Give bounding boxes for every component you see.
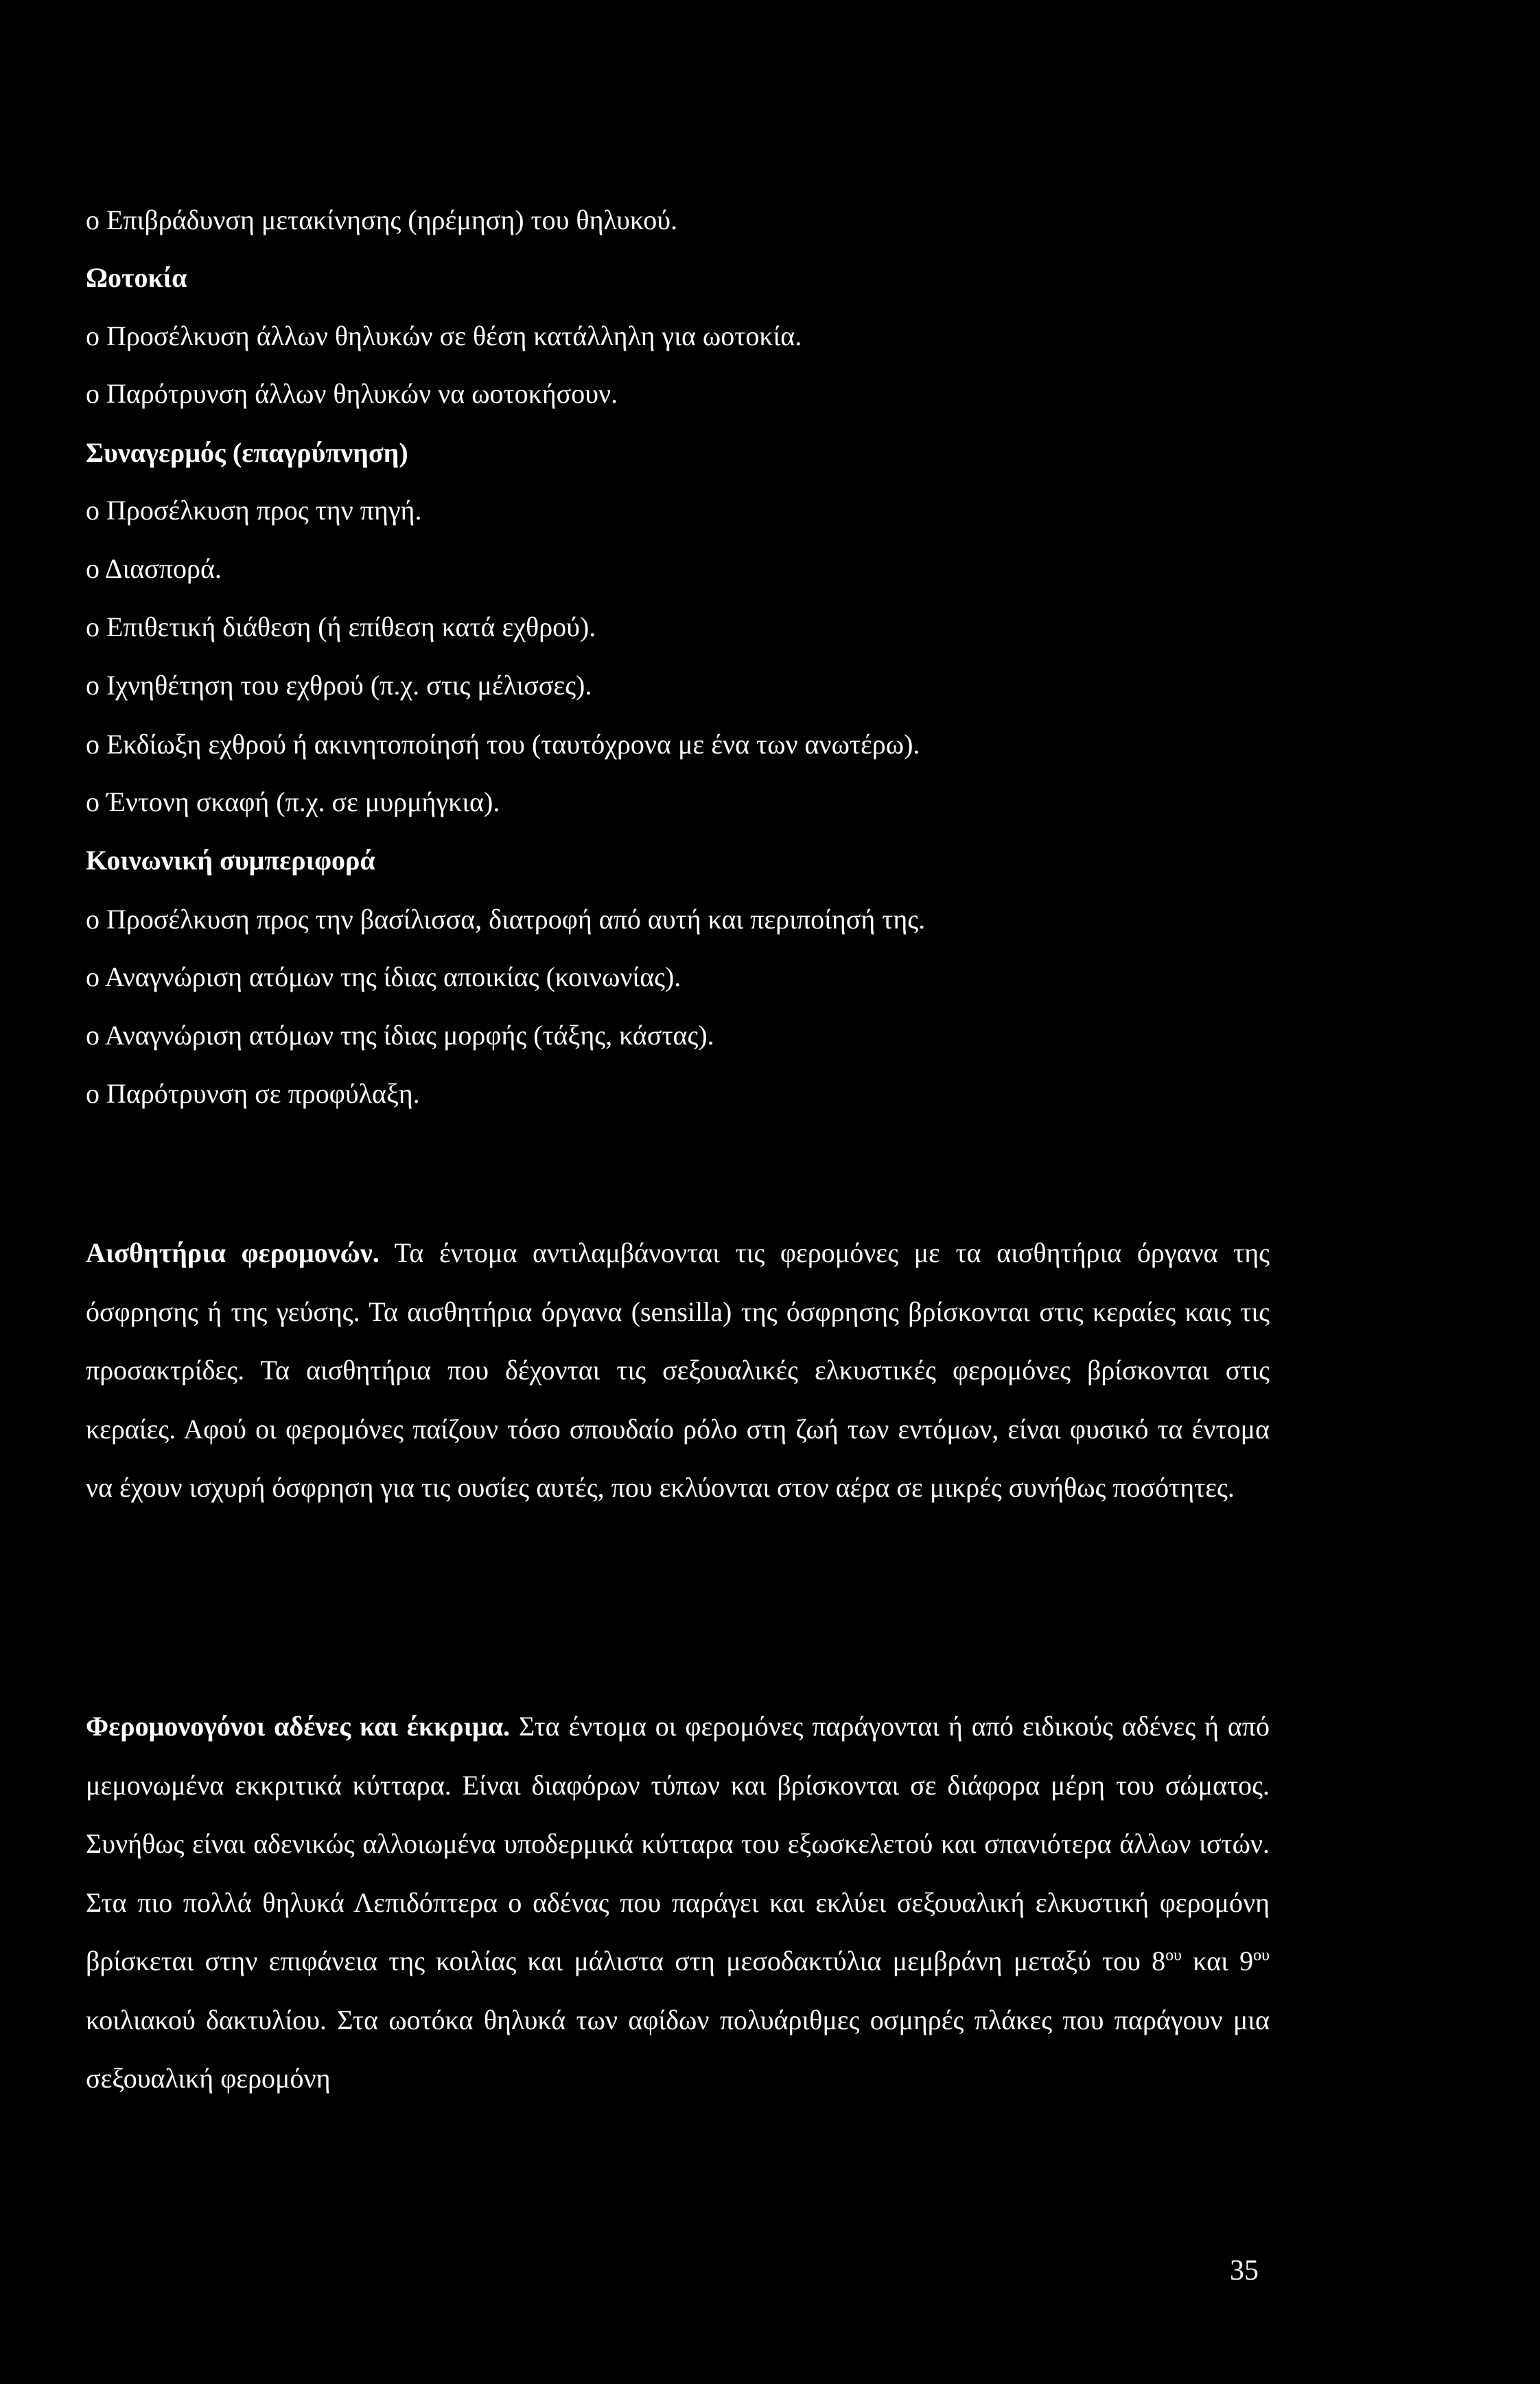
paragraph-body: και 9	[1182, 1945, 1254, 1976]
list-item: ο Αναγνώριση ατόμων της ίδιας μορφής (τάξης, κάστας).	[86, 1020, 714, 1051]
list-item: ο Αναγνώριση ατόμων της ίδιας αποικίας (κοινωνίας).	[86, 961, 681, 992]
section-heading-oviposition: Ωοτοκία	[86, 262, 187, 293]
section-heading-alarm: Συναγερμός (επαγρύπνηση)	[86, 437, 408, 468]
page-number: 35	[1230, 2255, 1259, 2287]
list-item: ο Ιχνηθέτηση του εχθρού (π.χ. στις μέλισσες).	[86, 670, 592, 701]
list-item: ο Επιβράδυνση μετακίνησης (ηρέμηση) του θηλυκού.	[86, 204, 678, 235]
ordinal-superscript: ου	[1253, 1946, 1270, 1965]
paragraph-title: Αισθητήρια φερομονών.	[86, 1237, 380, 1268]
list-item: ο Παρότρυνση σε προφύλαξη.	[86, 1078, 420, 1109]
document-page	[86, 0, 1270, 2384]
paragraph-pheromone-glands	[86, 1697, 1270, 2108]
list-item: ο Διασπορά.	[86, 553, 222, 584]
list-item: ο Επιθετική διάθεση (ή επίθεση κατά εχθρού).	[86, 611, 596, 642]
paragraph-body: Τα έντομα αντιλαμβάνονται τις φερομόνες με τα αισθητήρια όργανα της όσφρησης ή της γεύσης. Τα αισθητήρια όργανα (sensilla) της όσφρησης βρίσκονται στις κεραίες καις τις προσακτρίδες. Τα αισθητήρια που δέχονται τις σεξουαλικές ελκυστικές φερομόνες βρίσκονται στις κεραίες. Αφού οι φερομόνες παίζουν τόσο σπουδαίο ρόλο στη ζωή των εντόμων, είναι φυσικό τα έντομα να έχουν ισχυρή όσφρηση για τις ουσίες αυτές, που εκλύονται στον αέρα σε μικρές συνήθως ποσότητες.	[86, 1237, 1270, 1503]
list-item: ο Προσέλκυση άλλων θηλυκών σε θέση κατάλληλη για ωοτοκία.	[86, 320, 802, 351]
paragraph-pheromone-sensilla	[86, 1224, 1270, 1517]
list-item: ο Εκδίωξη εχθρού ή ακινητοποίησή του (ταυτόχρονα με ένα των ανωτέρω).	[86, 729, 920, 760]
list-item: ο Έντονη σκαφή (π.χ. σε μυρμήγκια).	[86, 786, 500, 817]
paragraph-title: Φερομονογόνοι αδένες και έκκριμα.	[86, 1711, 511, 1742]
list-item: ο Προσέλκυση προς την πηγή.	[86, 495, 422, 526]
paragraph-body: κοιλιακού δακτυλίου. Στα ωοτόκα θηλυκά των αφίδων πολυάριθμες οσμηρές πλάκες που παράγουν μια σεξουαλική φερομόνη	[86, 2004, 1270, 2094]
section-heading-social-behavior: Κοινωνική συμπεριφορά	[86, 845, 375, 876]
ordinal-superscript: ου	[1165, 1946, 1182, 1965]
paragraph-body: Στα έντομα οι φερομόνες παράγονται ή από ειδικούς αδένες ή από μεμονωμένα εκκριτικά κύτταρα. Είναι διαφόρων τύπων και βρίσκονται σε διάφορα μέρη του σώματος. Συνήθως είναι αδενικώς αλλοιωμένα υποδερμικά κύτταρα του εξωσκελετού και σπανιότερα άλλων ιστών. Στα πιο πολλά θηλυκά Λεπιδόπτερα ο αδένας που παράγει και εκλύει σεξουαλική ελκυστική φερομόνη βρίσκεται στην επιφάνεια της κοιλίας και μάλιστα στη μεσοδακτύλια μεμβράνη μεταξύ του 8	[86, 1711, 1270, 1976]
list-item: ο Παρότρυνση άλλων θηλυκών να ωοτοκήσουν.	[86, 378, 618, 409]
list-item: ο Προσέλκυση προς την βασίλισσα, διατροφή από αυτή και περιποίησή της.	[86, 904, 926, 935]
